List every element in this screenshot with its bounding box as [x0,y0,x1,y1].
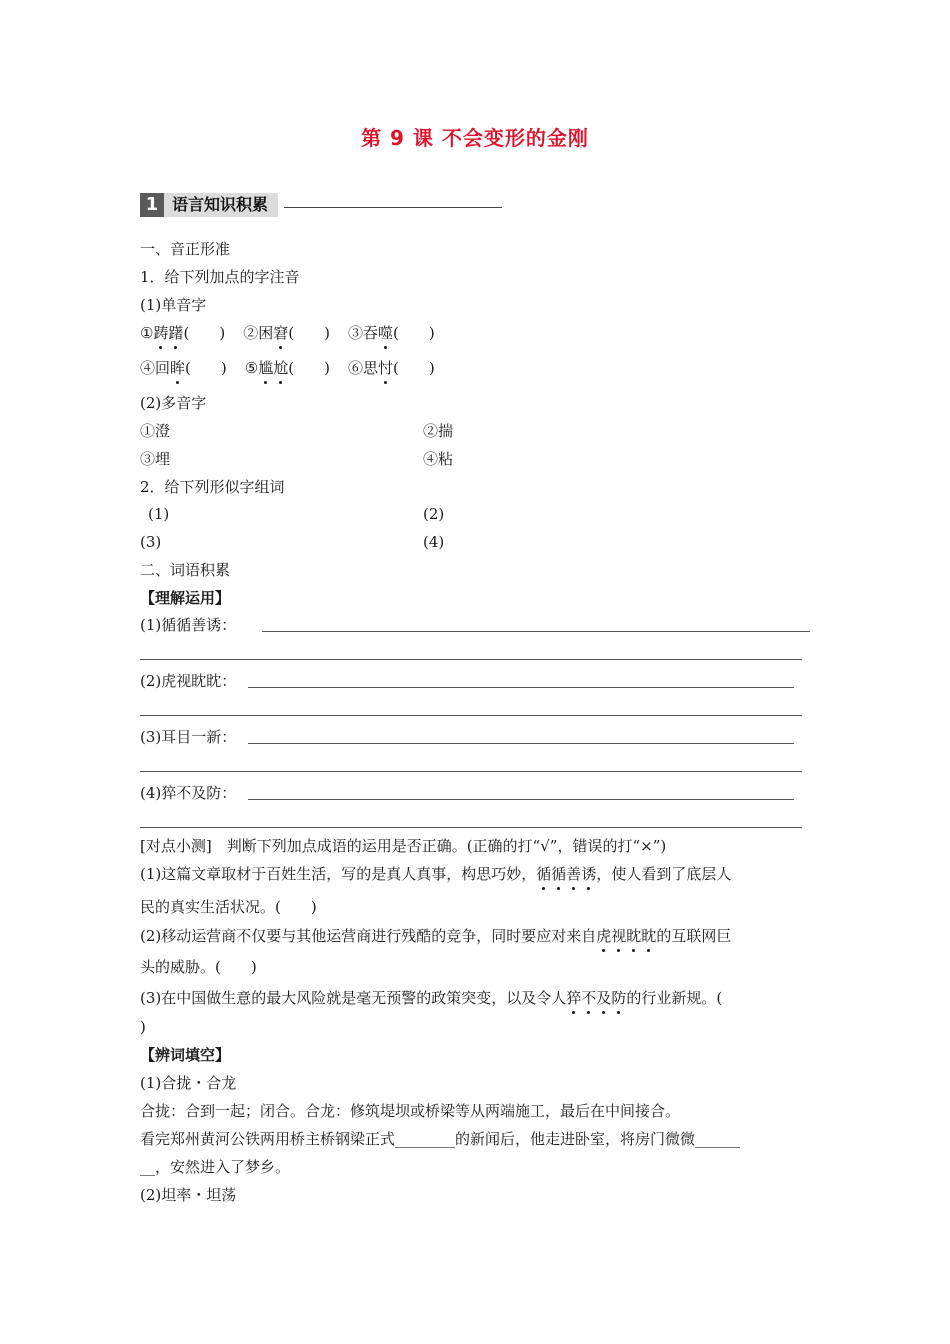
answer-line[interactable] [140,659,802,660]
answer-paren: ( ) [393,324,435,342]
section-header [140,193,502,217]
dotted-char: 眸 [170,359,186,377]
item-num: ② [243,324,259,342]
sentence-text: (2)移动运营商不仅要与其他运营商进行残酷的竞争，同时要应对来自 [140,927,597,945]
answer-paren: ( ) [288,324,330,342]
answer-paren: ( ) [183,324,226,342]
fill-1-definition: 合拢：合到一起；闭合。合龙：修筑堤坝或桥梁等从两端施工，最后在中间接合。 [140,1102,681,1120]
part2-heading: 二、词语积累 [140,561,231,579]
char: 困 [258,324,274,342]
answer-line[interactable] [262,631,810,632]
test-1-line-1 [140,864,731,884]
answer-line[interactable] [248,799,794,800]
q2-item-3: (3) [140,533,162,551]
answer-line[interactable] [248,687,794,688]
single-sound-label: (1)单音字 [140,296,207,314]
dotted-char: 忖 [378,359,394,377]
answer-line[interactable] [140,771,802,772]
sentence-text: ，使人看到了底层人 [596,865,732,883]
multi-item-4: ④粘 [423,450,454,468]
fill-1-sentence-line-2: __，安然进入了梦乡。 [140,1158,291,1176]
multi-item-1: ①澄 [140,422,171,440]
dotted-char: 虎 [596,927,612,945]
answer-line[interactable] [248,743,794,744]
dotted-char: 躇 [168,324,184,342]
section-label: 语言知识积累 [164,193,278,217]
test-2-line-1 [140,926,731,946]
part1-heading: 一、音正形准 [140,240,231,258]
dotted-char: 猝 [566,989,582,1007]
dotted-char: 善 [566,865,582,883]
char: 吞 [362,324,378,342]
section-number: 1 [140,193,164,217]
dotted-char: 踌 [153,324,169,342]
q2-item-4: (4) [423,533,445,551]
item-num: ④ [140,359,156,377]
answer-paren: ( ) [393,359,435,377]
question-1: 1．给下列加点的字注音 [140,268,300,286]
apply-item-1: (1)循循善诱： [140,616,237,634]
apply-heading: 【理解运用】 [140,589,231,607]
apply-item-2: (2)虎视眈眈： [140,672,237,690]
apply-item-3: (3)耳目一新： [140,728,237,746]
q2-item-1: (1) [148,505,170,523]
q2-item-2: (2) [423,505,445,523]
answer-line[interactable] [140,827,802,828]
dotted-char: 尴 [258,359,274,377]
dotted-char: 眈 [626,927,642,945]
dotted-char: 不 [581,989,597,1007]
sentence-text: 的互联网巨 [656,927,732,945]
test-intro: [对点小测] 判断下列加点成语的运用是否正确。(正确的打“√”，错误的打“×”) [140,837,667,855]
test-3-line-1 [140,988,722,1008]
multi-item-2: ②揣 [423,422,454,440]
sentence-text: (3)在中国做生意的最大风险就是毫无预警的政策突变，以及令人 [140,989,567,1007]
section-rule [284,207,502,208]
dotted-char: 诱 [581,865,597,883]
dotted-char: 循 [536,865,552,883]
dotted-char: 防 [611,989,627,1007]
fill-2-heading: (2)坦率・坦荡 [140,1186,237,1204]
dotted-char: 眈 [641,927,657,945]
test-3-line-2: ) [140,1018,146,1036]
multi-item-3: ③埋 [140,450,171,468]
answer-paren: ( ) [288,359,330,377]
fill-1-sentence-line-1: 看完郑州黄河公铁两用桥主桥钢梁正式________的新闻后，他走进卧室，将房门微微______ [140,1130,741,1148]
char: 思 [362,359,378,377]
question-2: 2．给下列形似字组词 [140,478,285,496]
test-2-line-2: 头的威胁。( ) [140,958,257,976]
char: 回 [155,359,171,377]
item-num: ⑥ [347,359,363,377]
item-num: ⑤ [244,359,259,377]
answer-paren: ( ) [185,359,227,377]
fill-heading: 【辨词填空】 [140,1046,231,1064]
single-sound-row-1 [140,323,435,343]
dotted-char: 及 [596,989,612,1007]
single-sound-row-2 [140,358,435,378]
dotted-char: 窘 [273,324,289,342]
dotted-char: 噬 [378,324,394,342]
item-num: ① [140,324,154,342]
test-1-line-2: 民的真实生活状况。( ) [140,898,317,916]
multi-sound-label: (2)多音字 [140,394,207,412]
dotted-char: 尬 [273,359,289,377]
answer-line[interactable] [140,715,802,716]
apply-item-4: (4)猝不及防： [140,784,237,802]
item-num: ③ [347,324,363,342]
sentence-text: (1)这篇文章取材于百姓生活，写的是真人真事，构思巧妙， [140,865,537,883]
fill-1-heading: (1)合拢・合龙 [140,1074,237,1092]
sentence-text: 的行业新规。( [626,989,723,1007]
dotted-char: 视 [611,927,627,945]
dotted-char: 循 [551,865,567,883]
lesson-title: 第 9 课 不会变形的金刚 [361,126,589,150]
